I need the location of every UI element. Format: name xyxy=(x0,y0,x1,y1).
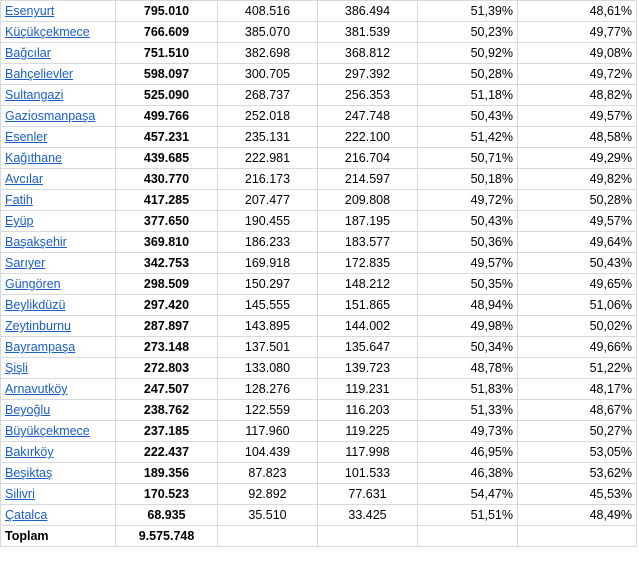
table-row xyxy=(1,190,637,211)
population-female: 222.100 xyxy=(318,127,418,148)
population-female: 119.231 xyxy=(318,379,418,400)
population-male: 104.439 xyxy=(218,442,318,463)
female-percentage: 48,17% xyxy=(518,379,637,400)
table-row xyxy=(1,64,637,85)
population-male: 133.080 xyxy=(218,358,318,379)
population-total: 287.897 xyxy=(116,316,218,337)
population-total: 237.185 xyxy=(116,421,218,442)
table-row xyxy=(1,211,637,232)
male-percentage: 48,78% xyxy=(418,358,518,379)
population-male: 117.960 xyxy=(218,421,318,442)
male-percentage: 50,23% xyxy=(418,22,518,43)
table-row xyxy=(1,127,637,148)
population-female: 368.812 xyxy=(318,43,418,64)
empty-cell xyxy=(318,526,418,547)
district-cell xyxy=(1,169,116,190)
district-cell xyxy=(1,358,116,379)
population-total: 369.810 xyxy=(116,232,218,253)
district-cell xyxy=(1,337,116,358)
population-female: 77.631 xyxy=(318,484,418,505)
population-male: 137.501 xyxy=(218,337,318,358)
male-percentage: 48,94% xyxy=(418,295,518,316)
table-row xyxy=(1,85,637,106)
female-percentage: 50,02% xyxy=(518,316,637,337)
male-percentage: 50,43% xyxy=(418,106,518,127)
district-link[interactable]: Beylikdüzü xyxy=(5,298,66,312)
population-total: 766.609 xyxy=(116,22,218,43)
female-percentage: 50,28% xyxy=(518,190,637,211)
population-total: 499.766 xyxy=(116,106,218,127)
district-link[interactable]: Gaziosmanpaşa xyxy=(5,109,96,123)
female-percentage: 49,57% xyxy=(518,106,637,127)
district-cell xyxy=(1,421,116,442)
male-percentage: 54,47% xyxy=(418,484,518,505)
empty-cell xyxy=(218,526,318,547)
district-cell xyxy=(1,211,116,232)
district-link[interactable]: Arnavutköy xyxy=(5,382,68,396)
population-total: 342.753 xyxy=(116,253,218,274)
male-percentage: 51,39% xyxy=(418,1,518,22)
male-percentage: 49,57% xyxy=(418,253,518,274)
female-percentage: 50,43% xyxy=(518,253,637,274)
population-male: 92.892 xyxy=(218,484,318,505)
district-cell xyxy=(1,505,116,526)
population-male: 122.559 xyxy=(218,400,318,421)
female-percentage: 53,05% xyxy=(518,442,637,463)
female-percentage: 49,77% xyxy=(518,22,637,43)
male-percentage: 50,92% xyxy=(418,43,518,64)
population-female: 247.748 xyxy=(318,106,418,127)
population-total: 457.231 xyxy=(116,127,218,148)
female-percentage: 48,67% xyxy=(518,400,637,421)
female-percentage: 48,61% xyxy=(518,1,637,22)
district-cell xyxy=(1,295,116,316)
female-percentage: 51,22% xyxy=(518,358,637,379)
population-total: 417.285 xyxy=(116,190,218,211)
population-female: 187.195 xyxy=(318,211,418,232)
district-link[interactable]: Fatih xyxy=(5,193,33,207)
male-percentage: 51,18% xyxy=(418,85,518,106)
male-percentage: 51,33% xyxy=(418,400,518,421)
population-total: 377.650 xyxy=(116,211,218,232)
district-link[interactable]: Bakırköy xyxy=(5,445,54,459)
population-total: 273.148 xyxy=(116,337,218,358)
population-female: 256.353 xyxy=(318,85,418,106)
population-male: 145.555 xyxy=(218,295,318,316)
population-male: 186.233 xyxy=(218,232,318,253)
population-female: 139.723 xyxy=(318,358,418,379)
district-link[interactable]: Beşiktaş xyxy=(5,466,53,480)
district-cell xyxy=(1,379,116,400)
district-link[interactable]: Esenler xyxy=(5,130,48,144)
population-female: 144.002 xyxy=(318,316,418,337)
population-total: 751.510 xyxy=(116,43,218,64)
male-percentage: 51,51% xyxy=(418,505,518,526)
population-male: 385.070 xyxy=(218,22,318,43)
male-percentage: 50,35% xyxy=(418,274,518,295)
district-link[interactable]: Bahçelievler xyxy=(5,67,74,81)
table-row xyxy=(1,148,637,169)
district-link[interactable]: Kağıthane xyxy=(5,151,62,165)
district-cell xyxy=(1,22,116,43)
table-row xyxy=(1,22,637,43)
table-row xyxy=(1,106,637,127)
population-female: 209.808 xyxy=(318,190,418,211)
population-male: 169.918 xyxy=(218,253,318,274)
population-male: 382.698 xyxy=(218,43,318,64)
table-body xyxy=(1,1,637,526)
population-female: 183.577 xyxy=(318,232,418,253)
district-cell xyxy=(1,253,116,274)
female-percentage: 49,72% xyxy=(518,64,637,85)
district-link[interactable]: Eyüp xyxy=(5,214,34,228)
population-total: 795.010 xyxy=(116,1,218,22)
population-female: 216.704 xyxy=(318,148,418,169)
female-percentage: 53,62% xyxy=(518,463,637,484)
table-row xyxy=(1,274,637,295)
population-total: 272.803 xyxy=(116,358,218,379)
male-percentage: 50,36% xyxy=(418,232,518,253)
district-link[interactable]: Sarıyer xyxy=(5,256,46,270)
district-link[interactable]: Güngören xyxy=(5,277,61,291)
female-percentage: 48,58% xyxy=(518,127,637,148)
population-male: 207.477 xyxy=(218,190,318,211)
district-cell xyxy=(1,190,116,211)
table-row xyxy=(1,232,637,253)
total-population: 9.575.748 xyxy=(116,526,218,547)
district-cell xyxy=(1,148,116,169)
district-cell xyxy=(1,400,116,421)
table-row xyxy=(1,484,637,505)
population-female: 135.647 xyxy=(318,337,418,358)
population-total: 189.356 xyxy=(116,463,218,484)
table-row xyxy=(1,295,637,316)
table-row xyxy=(1,379,637,400)
district-link[interactable]: Bayrampaşa xyxy=(5,340,76,354)
district-link[interactable]: Avcılar xyxy=(5,172,43,186)
population-female: 117.998 xyxy=(318,442,418,463)
table-row xyxy=(1,169,637,190)
population-total: 430.770 xyxy=(116,169,218,190)
male-percentage: 49,72% xyxy=(418,190,518,211)
district-link[interactable]: Bağcılar xyxy=(5,46,51,60)
table-row xyxy=(1,400,637,421)
district-link[interactable]: Büyükçekmece xyxy=(5,424,90,438)
population-male: 35.510 xyxy=(218,505,318,526)
female-percentage: 49,57% xyxy=(518,211,637,232)
population-total: 439.685 xyxy=(116,148,218,169)
table-row xyxy=(1,316,637,337)
total-row xyxy=(1,526,637,547)
district-cell xyxy=(1,43,116,64)
table-row xyxy=(1,463,637,484)
population-total: 298.509 xyxy=(116,274,218,295)
population-female: 386.494 xyxy=(318,1,418,22)
population-male: 128.276 xyxy=(218,379,318,400)
population-male: 222.981 xyxy=(218,148,318,169)
female-percentage: 48,49% xyxy=(518,505,637,526)
population-female: 101.533 xyxy=(318,463,418,484)
population-female: 33.425 xyxy=(318,505,418,526)
population-female: 151.865 xyxy=(318,295,418,316)
female-percentage: 49,65% xyxy=(518,274,637,295)
male-percentage: 50,34% xyxy=(418,337,518,358)
population-female: 119.225 xyxy=(318,421,418,442)
population-female: 214.597 xyxy=(318,169,418,190)
district-cell xyxy=(1,1,116,22)
district-link[interactable]: Çatalca xyxy=(5,508,48,522)
district-cell xyxy=(1,484,116,505)
population-total: 598.097 xyxy=(116,64,218,85)
male-percentage: 50,28% xyxy=(418,64,518,85)
table-row xyxy=(1,505,637,526)
population-total: 297.420 xyxy=(116,295,218,316)
table-row xyxy=(1,1,637,22)
population-male: 150.297 xyxy=(218,274,318,295)
female-percentage: 49,08% xyxy=(518,43,637,64)
table-row xyxy=(1,43,637,64)
district-link[interactable]: Şişli xyxy=(5,361,28,375)
district-link[interactable]: Başakşehir xyxy=(5,235,67,249)
district-cell xyxy=(1,64,116,85)
district-cell xyxy=(1,274,116,295)
population-total: 68.935 xyxy=(116,505,218,526)
male-percentage: 50,18% xyxy=(418,169,518,190)
empty-cell xyxy=(518,526,637,547)
district-link[interactable]: Beyoğlu xyxy=(5,403,51,417)
female-percentage: 48,82% xyxy=(518,85,637,106)
population-female: 148.212 xyxy=(318,274,418,295)
table-row xyxy=(1,337,637,358)
empty-cell xyxy=(418,526,518,547)
population-male: 143.895 xyxy=(218,316,318,337)
district-cell xyxy=(1,232,116,253)
male-percentage: 50,71% xyxy=(418,148,518,169)
district-link[interactable]: Sultangazi xyxy=(5,88,64,102)
district-cell xyxy=(1,463,116,484)
district-cell xyxy=(1,442,116,463)
male-percentage: 50,43% xyxy=(418,211,518,232)
population-total: 247.507 xyxy=(116,379,218,400)
population-total: 222.437 xyxy=(116,442,218,463)
female-percentage: 45,53% xyxy=(518,484,637,505)
male-percentage: 49,98% xyxy=(418,316,518,337)
population-male: 190.455 xyxy=(218,211,318,232)
population-total: 525.090 xyxy=(116,85,218,106)
population-female: 172.835 xyxy=(318,253,418,274)
population-male: 216.173 xyxy=(218,169,318,190)
female-percentage: 51,06% xyxy=(518,295,637,316)
population-male: 87.823 xyxy=(218,463,318,484)
population-female: 116.203 xyxy=(318,400,418,421)
female-percentage: 49,82% xyxy=(518,169,637,190)
male-percentage: 46,95% xyxy=(418,442,518,463)
population-female: 381.539 xyxy=(318,22,418,43)
female-percentage: 50,27% xyxy=(518,421,637,442)
male-percentage: 51,42% xyxy=(418,127,518,148)
district-link[interactable]: Zeytinburnu xyxy=(5,319,72,333)
population-male: 252.018 xyxy=(218,106,318,127)
population-female: 297.392 xyxy=(318,64,418,85)
population-male: 235.131 xyxy=(218,127,318,148)
district-link[interactable]: Esenyurt xyxy=(5,4,55,18)
district-link[interactable]: Silivri xyxy=(5,487,35,501)
population-male: 268.737 xyxy=(218,85,318,106)
population-male: 300.705 xyxy=(218,64,318,85)
population-total: 170.523 xyxy=(116,484,218,505)
male-percentage: 49,73% xyxy=(418,421,518,442)
district-cell xyxy=(1,85,116,106)
table-row xyxy=(1,421,637,442)
table-row xyxy=(1,358,637,379)
district-cell xyxy=(1,106,116,127)
district-cell xyxy=(1,127,116,148)
population-male: 408.516 xyxy=(218,1,318,22)
female-percentage: 49,64% xyxy=(518,232,637,253)
district-cell xyxy=(1,316,116,337)
total-label: Toplam xyxy=(1,526,116,547)
district-link[interactable]: Küçükçekmece xyxy=(5,25,90,39)
female-percentage: 49,29% xyxy=(518,148,637,169)
table-row xyxy=(1,253,637,274)
male-percentage: 51,83% xyxy=(418,379,518,400)
table-row xyxy=(1,442,637,463)
male-percentage: 46,38% xyxy=(418,463,518,484)
female-percentage: 49,66% xyxy=(518,337,637,358)
population-total: 238.762 xyxy=(116,400,218,421)
